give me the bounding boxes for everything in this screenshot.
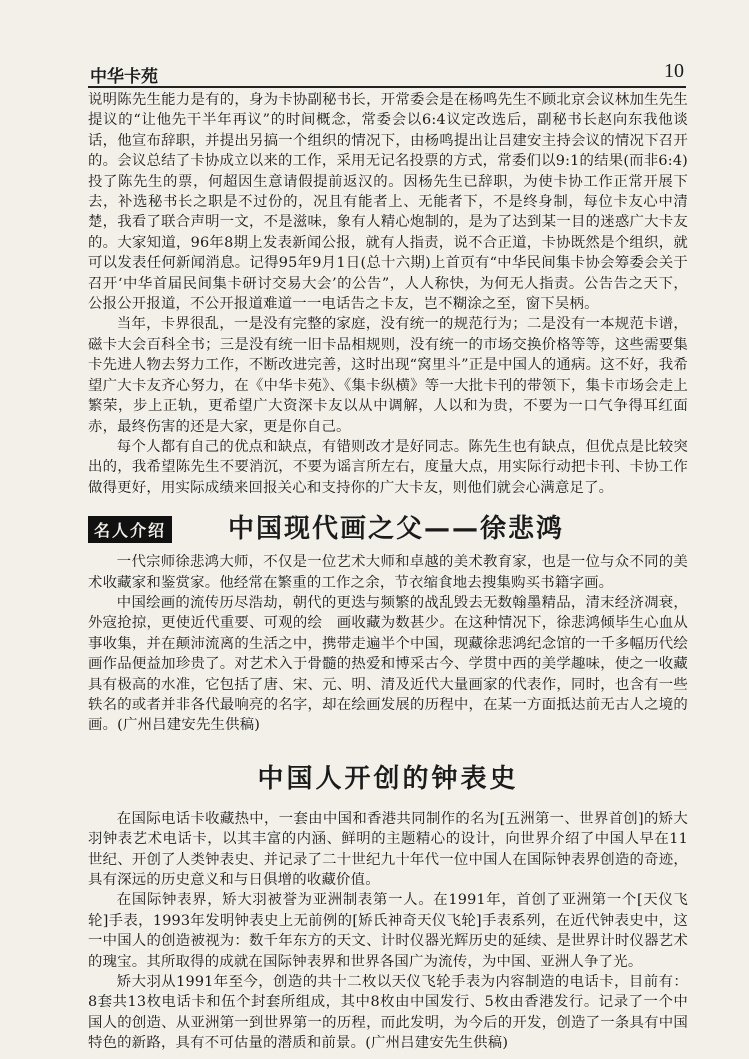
page-body: [88, 90, 688, 1054]
paragraph: 每个人都有自己的优点和缺点，有错则改才是好同志。陈先生也有缺点，但优点是比较突出的，我希望陈先生不要消沉，不要为谣言所左右，度量大点，用实际行动把卡刊、卡协工作做得更好，用实际成绩来回报关心和支持你的广大卡友，则他们就会心满意足了。: [88, 438, 688, 496]
paragraph: 说明陈先生能力是有的，身为卡协副秘书长，开常委会是在杨鸣先生不顾北京会议林加生先生提议的“让他先干半年再议”的时间概念，常委会以6:4议定改选后，副秘书长赵向东我他谈话，他宣布辞职，并提出另搞一个组织的情况下，由杨鸣提出让吕建安主持会议的情况下召开的。会议总结了卡协成立以来的工作，采用无记名投票的方式，常委们以9:1的结果(而非6:4)投了陈先生的票，何超因生意请假提前返汉的。因杨先生已辞职，为使卡协工作正常开展下去，补选秘书长之职是不过份的，况且有能者上、无能者下，不是终身制，每位卡友心中清楚，我看了联合声明一文，不是滋味，象有人精心炮制的，是为了达到某一目的迷惑广大卡友的。大家知道，96年8期上发表新闻公报，就有人指责，说不合正道，卡协既然是个组织，就可以发表任何新闻消息。记得95年9月1日(总十六期)上首页有“中华民间集卡协会筹委会关于召开‘中华首届民间集卡研讨交易大会’的公告”，人人称快，为何无人指责。公告告之天下，公报公开报道，不公开报道难道一一电话告之卡友，岂不糊涂之至，窗下吴柄。: [88, 92, 688, 313]
section-header: [88, 508, 688, 548]
paragraph: 当年，卡界很乱，一是没有完整的家庭，没有统一的规范行为；二是没有一本规范卡谱，磁卡大会百科全书；三是没有统一旧卡品相规则，没有统一的市场交换价格等等，这些需要集卡先进人物去努力工作，不断改进完善，这时出现“窝里斗”正是中国人的通病。这不好，我希望广大卡友齐心努力，在《中华卡苑》、《集卡纵横》等一大批卡刊的带领下，集卡市场会走上繁荣，步上正轨，更希望广大资深卡友以从中调解，人以和为贵，不要为一口气争得耳红面赤，最终伤害的还是大家，更是你自己。: [88, 316, 688, 435]
paragraph: 一代宗师徐悲鸿大师，不仅是一位艺术大师和卓越的美术教育家，也是一位与众不同的美术收藏家和鉴赏家。他经常在繁重的工作之余，节衣缩食地去搜集购买书籍字画。: [88, 554, 688, 591]
article-title: 中国人开创的钟表史: [257, 763, 519, 794]
section-badge: 名人介绍: [88, 516, 172, 543]
page-number: 10: [664, 60, 684, 82]
paragraph: 矫大羽从1991年至今，创造的共十二枚以天仪飞轮手表为内容制造的电话卡，目前有：8套共13枚电话卡和伍个封套所组成，其中8枚由中国发行、5枚由香港发行。记录了一个中国人的创造、从亚洲第一到世界第一的历程，而此发明，为今后的开发，创造了一条具有中国特色的新路，具有不可估量的潜质和前景。(广州吕建安先生供稿): [88, 974, 688, 1052]
article-xu-beihong: [88, 508, 688, 736]
article-clock-history: [88, 758, 688, 1054]
paragraph: 中国绘画的流传历尽浩劫，朝代的更迭与频繁的战乱毁去无数翰墨精品，清末经济凋衰，外寇抢掠，更使近代重要、可观的绘 画收藏为数甚少。在这种情况下，徐悲鸿倾毕生心血从事收集，并在颠沛流离的生活之中，携带走遍半个中国，现藏徐悲鸿纪念馆的一千多幅历代绘画作品便益加珍贵了。对艺术入于骨髓的热爱和博采古今、学贯中西的美学趣味，使之一收藏具有极高的水准，它包括了唐、宋、元、明、清及近代大量画家的代表作，同时，也含有一些轶名的或者并非各代最响亮的名字，却在绘画发展的历程中，在某一方面抵达前无古人之境的画。(广州吕建安先生供稿): [88, 594, 688, 734]
paragraph: 在国际钟表界，矫大羽被誉为亚洲制表第一人。在1991年，首创了亚洲第一个[天仪飞轮]手表，1993年发明钟表史上无前例的[矫氏神奇天仪飞轮]手表系列，在近代钟表史中，这一中国人的创造被视为：数千年东方的天文、计时仪器光辉历史的延续、是世界计时仪器艺术的瑰宝。其所取得的成就在国际钟表界和世界各国广为流传，为中国、亚洲人争了光。: [88, 892, 688, 970]
article-continued: [88, 90, 688, 498]
header-rule: [88, 86, 686, 88]
article-title: 中国现代画之父——徐悲鸿: [228, 514, 565, 545]
page-header: [90, 60, 684, 86]
paragraph: 在国际电话卡收藏热中，一套由中国和香港共同制作的名为[五洲第一、世界首创]的矫大羽钟表艺术电话卡，以其丰富的内涵、鲜明的主题精心的设计，向世界介绍了中国人早在11世纪、开创了人类钟表史、并记录了二十世纪九十年代一位中国人在国际钟表界创造的奇迹，具有深远的历史意义和与日俱增的收藏价值。: [88, 810, 688, 888]
publication-name: 中华卡苑: [90, 67, 158, 87]
